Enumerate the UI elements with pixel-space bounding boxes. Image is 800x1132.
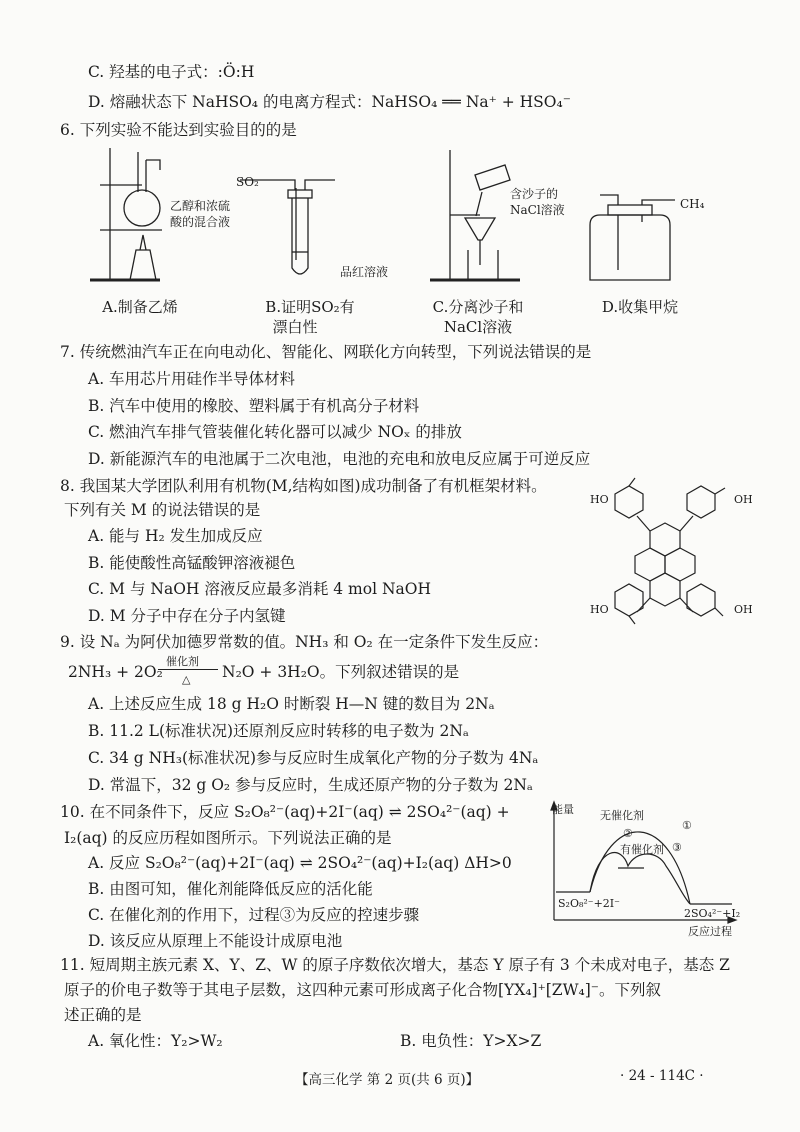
q11-option-a: A. 氧化性：Y₂>W₂ [88,1032,223,1050]
q11-option-b: B. 电负性：Y>X>Z [400,1032,542,1050]
q6-label-d-gas: CH₄ [680,197,705,211]
q7-option-d: D. 新能源汽车的电池属于二次电池，电池的充电和放电反应属于可逆反应 [88,450,591,468]
q6-stem: 6. 下列实验不能达到实验目的的是 [60,121,297,139]
q10-x-axis-label: 反应过程 [688,925,732,938]
q7-option-a: A. 车用芯片用硅作半导体材料 [88,370,296,388]
q10-stem-line2: I₂(aq) 的反应历程如图所示。下列说法正确的是 [64,829,392,847]
q6-label-b-solution: 品红溶液 [340,265,389,279]
q6-option-c-line1: C.分离沙子和 [432,298,524,316]
q9-option-c: C. 34 g NH₃(标准状况)参与反应时生成氧化产物的分子数为 4Nₐ [88,749,539,767]
q9-option-b: B. 11.2 L(标准状况)还原剂反应时转移的电子数为 2Nₐ [88,722,469,740]
q11-stem-line1: 11. 短周期主族元素 X、Y、Z、W 的原子序数依次增大，基态 Y 原子有 3 个未成对电子，基态 Z [60,956,730,974]
q9-catalyst-label: 催化剂 [166,655,199,668]
q8-oh-bottom: OH [734,603,753,616]
q10-option-a: A. 反应 S₂O₈²⁻(aq)+2I⁻(aq) ⇌ 2SO₄²⁻(aq)+I₂(aq) ΔH>0 [88,854,512,872]
q8-stem-line2: 下列有关 M 的说法错误的是 [64,501,261,519]
q10-option-c: C. 在催化剂的作用下，过程③为反应的控速步骤 [88,906,420,924]
q11-stem-line2: 原子的价电子数等于其电子层数，这四种元素可形成离子化合物[YX₄]⁺[ZW₄]⁻。下列叙 [64,981,661,999]
q10-option-b: B. 由图可知，催化剂能降低反应的活化能 [88,880,373,898]
q10-products-label: 2SO₄²⁻+I₂ [684,907,741,920]
q8-ho-bottom: HO [590,603,609,616]
q10-no-catalyst-label: 无催化剂 [600,809,644,822]
q7-option-c: C. 燃油汽车排气管装催化转化器可以减少 NOₓ 的排放 [88,423,462,441]
q9-heat-label: △ [182,673,191,686]
q6-label-c: 含沙子的NaCl溶液 [510,187,565,217]
q8-ho-top: HO [590,493,609,506]
q5-option-c: C. 羟基的电子式：:Ö:H [88,63,255,81]
q8-option-d: D. M 分子中存在分子内氢键 [88,607,286,625]
q6-option-a: A.制备乙烯 [102,298,178,316]
page-footer-code: · 24 - 114C · [620,1068,704,1084]
q5-option-d: D. 熔融状态下 NaHSO₄ 的电离方程式：NaHSO₄ ══ Na⁺ + HSO₄⁻ [88,93,571,111]
q9-equation-right: N₂O + 3H₂O。下列叙述错误的是 [222,663,460,681]
q8-option-a: A. 能与 H₂ 发生加成反应 [88,527,263,545]
q8-stem-line1: 8. 我国某大学团队利用有机物(M,结构如图)成功制备了有机框架材料。 [60,477,547,495]
q8-option-c: C. M 与 NaOH 溶液反应最多消耗 4 mol NaOH [88,580,431,598]
q8-structure-diagram [585,476,755,626]
q8-option-b: B. 能使酸性高锰酸钾溶液褪色 [88,554,296,572]
q10-y-axis-label: 能量 [552,803,574,816]
q10-marker-3: ③ [672,841,682,854]
q10-marker-1: ① [682,819,692,832]
page-footer-center: 【高三化学 第 2 页(共 6 页)】 [295,1072,480,1088]
q10-with-catalyst-label: 有催化剂 [620,843,664,856]
q6-option-d: D.收集甲烷 [601,298,679,316]
q10-stem-line1: 10. 在不同条件下，反应 S₂O₈²⁻(aq)+2I⁻(aq) ⇌ 2SO₄²⁻(aq) + [60,803,510,821]
q10-reactants-label: S₂O₈²⁻+2I⁻ [558,897,620,910]
q6-option-b-line1: B.证明SO₂有 [265,298,355,316]
q7-stem: 7. 传统燃油汽车正在向电动化、智能化、网联化方向转型，下列说法错误的是 [60,343,592,361]
q9-stem-line1: 9. 设 Nₐ 为阿伏加德罗常数的值。NH₃ 和 O₂ 在一定条件下发生反应： [60,633,549,651]
q8-oh-top: OH [734,493,753,506]
q6-label-b-gas: SO₂ [236,175,259,189]
q7-option-b: B. 汽车中使用的橡胶、塑料属于有机高分子材料 [88,397,420,415]
q10-marker-2: ② [623,827,633,840]
q9-option-d: D. 常温下，32 g O₂ 参与反应时，生成还原产物的分子数为 2Nₐ [88,776,533,794]
q6-label-a: 乙醇和浓硫酸的混合液 [170,199,231,229]
q9-option-a: A. 上述反应生成 18 g H₂O 时断裂 H—N 键的数目为 2Nₐ [88,695,495,713]
q6-option-c-line2: NaCl溶液 [443,318,513,336]
q11-stem-line3: 述正确的是 [64,1006,142,1024]
q6-option-b-line2: 漂白性 [272,318,318,336]
q10-option-d: D. 该反应从原理上不能设计成原电池 [88,932,343,950]
q9-equation-left: 2NH₃ + 2O₂ [68,663,163,681]
